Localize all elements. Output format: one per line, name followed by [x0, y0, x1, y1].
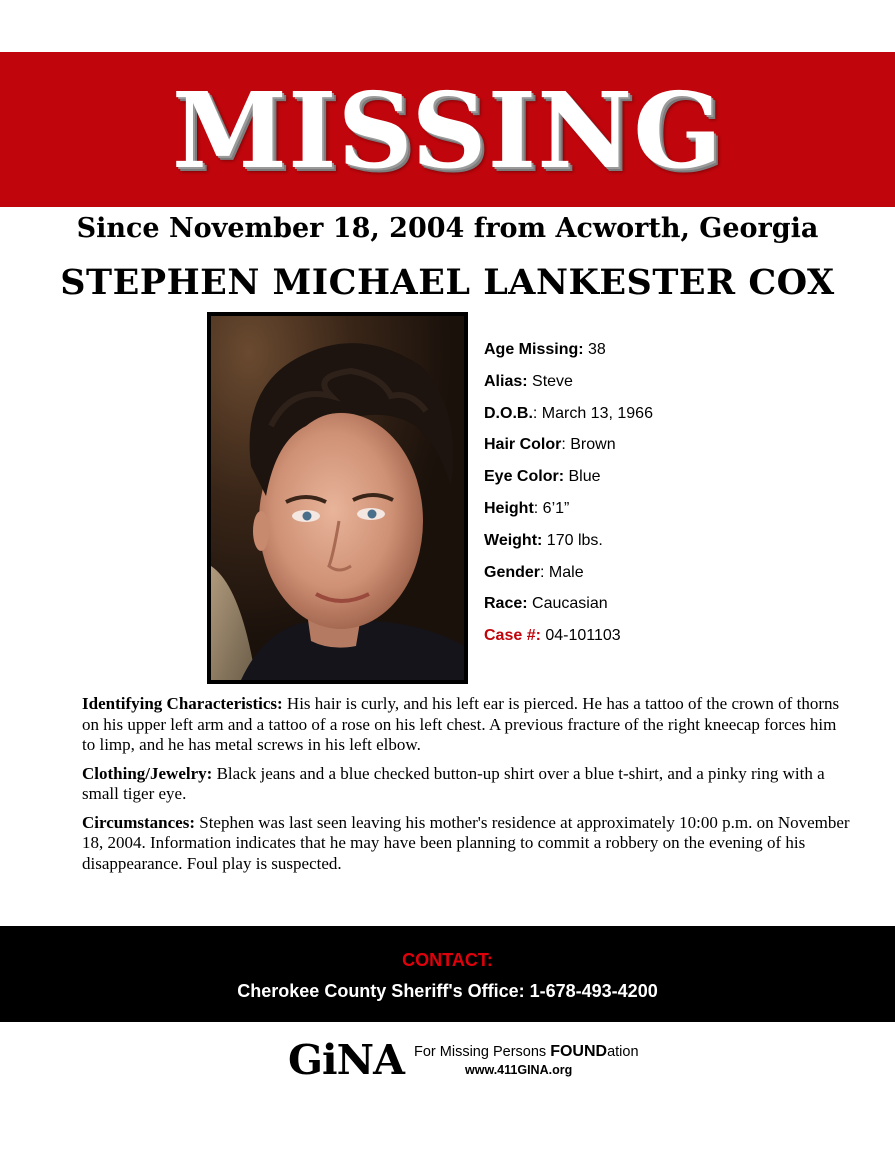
fact-value: 170 lbs. — [542, 531, 603, 549]
missing-since-subtitle: Since November 18, 2004 from Acworth, Georgia — [76, 213, 819, 244]
detail-label: Identifying Characteristics: — [82, 694, 283, 713]
gina-url: www.411GINA.org — [465, 1063, 573, 1077]
fact-value: 38 — [583, 341, 606, 358]
fact-weight — [484, 529, 864, 561]
fact-label: Case #: — [484, 627, 541, 645]
fact-label: Race: — [484, 595, 528, 613]
tagline-pre: For Missing Persons — [414, 1044, 551, 1060]
gina-tagline — [414, 1043, 639, 1061]
fact-value: 04-101103 — [540, 627, 621, 645]
fact-age-missing — [484, 338, 864, 370]
fact-height — [484, 497, 864, 529]
clothing-jewelry — [82, 764, 852, 805]
fact-eye-color — [484, 465, 864, 497]
fact-value: : Brown — [561, 436, 616, 454]
detail-text: Black jeans and a blue checked button-up shirt over a blue t-shirt, and a pinky ring with a small tiger eye. — [82, 763, 825, 803]
fact-value: Steve — [527, 372, 573, 390]
fact-label: Eye Color: — [484, 468, 565, 486]
physical-facts — [484, 338, 864, 656]
person-photo — [207, 312, 468, 684]
contact-heading: CONTACT: — [402, 950, 493, 970]
detail-text: His hair is curly, and his left ear is pierced. He has a tattoo of the crown of thorns on his upper left arm and a tattoo of a rose on his left chest. A previous fracture of the right kneecap forces him to limp, and he has metal screws in his left elbow. — [82, 694, 840, 754]
fact-label: Gender — [484, 563, 541, 581]
fact-label: D.O.B. — [484, 404, 533, 422]
fact-value: Blue — [564, 468, 601, 486]
detail-label: Clothing/Jewelry: — [82, 763, 213, 783]
detail-label: Circumstances: — [82, 812, 195, 832]
detail-text: Stephen was last seen leaving his mother's residence at approximately 10:00 p.m. on November 18, 2004. Information indicates that he may have been planning to commit a robbery on the evening of his disappearance. Foul play is suspected. — [82, 812, 850, 873]
fact-race — [484, 592, 864, 624]
contact-phone-line: Cherokee County Sheriff's Office: 1-678-493-4200 — [237, 981, 658, 1001]
banner-title: MISSING — [171, 69, 724, 192]
gina-logo-mark: GiNA — [288, 1036, 404, 1084]
fact-label: Alias: — [484, 372, 528, 390]
fact-value: : 6’1” — [533, 499, 570, 517]
fact-value: : Male — [540, 563, 584, 581]
person-name: STEPHEN MICHAEL LANKESTER COX — [60, 262, 835, 303]
fact-hair-color — [484, 433, 864, 465]
circumstances — [82, 813, 852, 875]
identifying-characteristics — [82, 694, 852, 756]
contact-bar — [0, 926, 895, 1022]
fact-dob — [484, 402, 864, 434]
fact-value: : March 13, 1966 — [532, 404, 653, 422]
fact-alias — [484, 370, 864, 402]
tagline-post: ation — [607, 1044, 639, 1060]
fact-label: Hair Color — [484, 436, 562, 454]
fact-case-number — [484, 624, 864, 656]
case-details — [82, 694, 852, 882]
fact-label: Weight: — [484, 531, 543, 549]
fact-label: Height — [484, 499, 534, 517]
fact-value: Caucasian — [527, 595, 608, 613]
portrait-image — [211, 316, 464, 680]
fact-label: Age Missing: — [484, 341, 584, 358]
fact-gender — [484, 561, 864, 593]
tagline-found: FOUND — [550, 1043, 608, 1060]
